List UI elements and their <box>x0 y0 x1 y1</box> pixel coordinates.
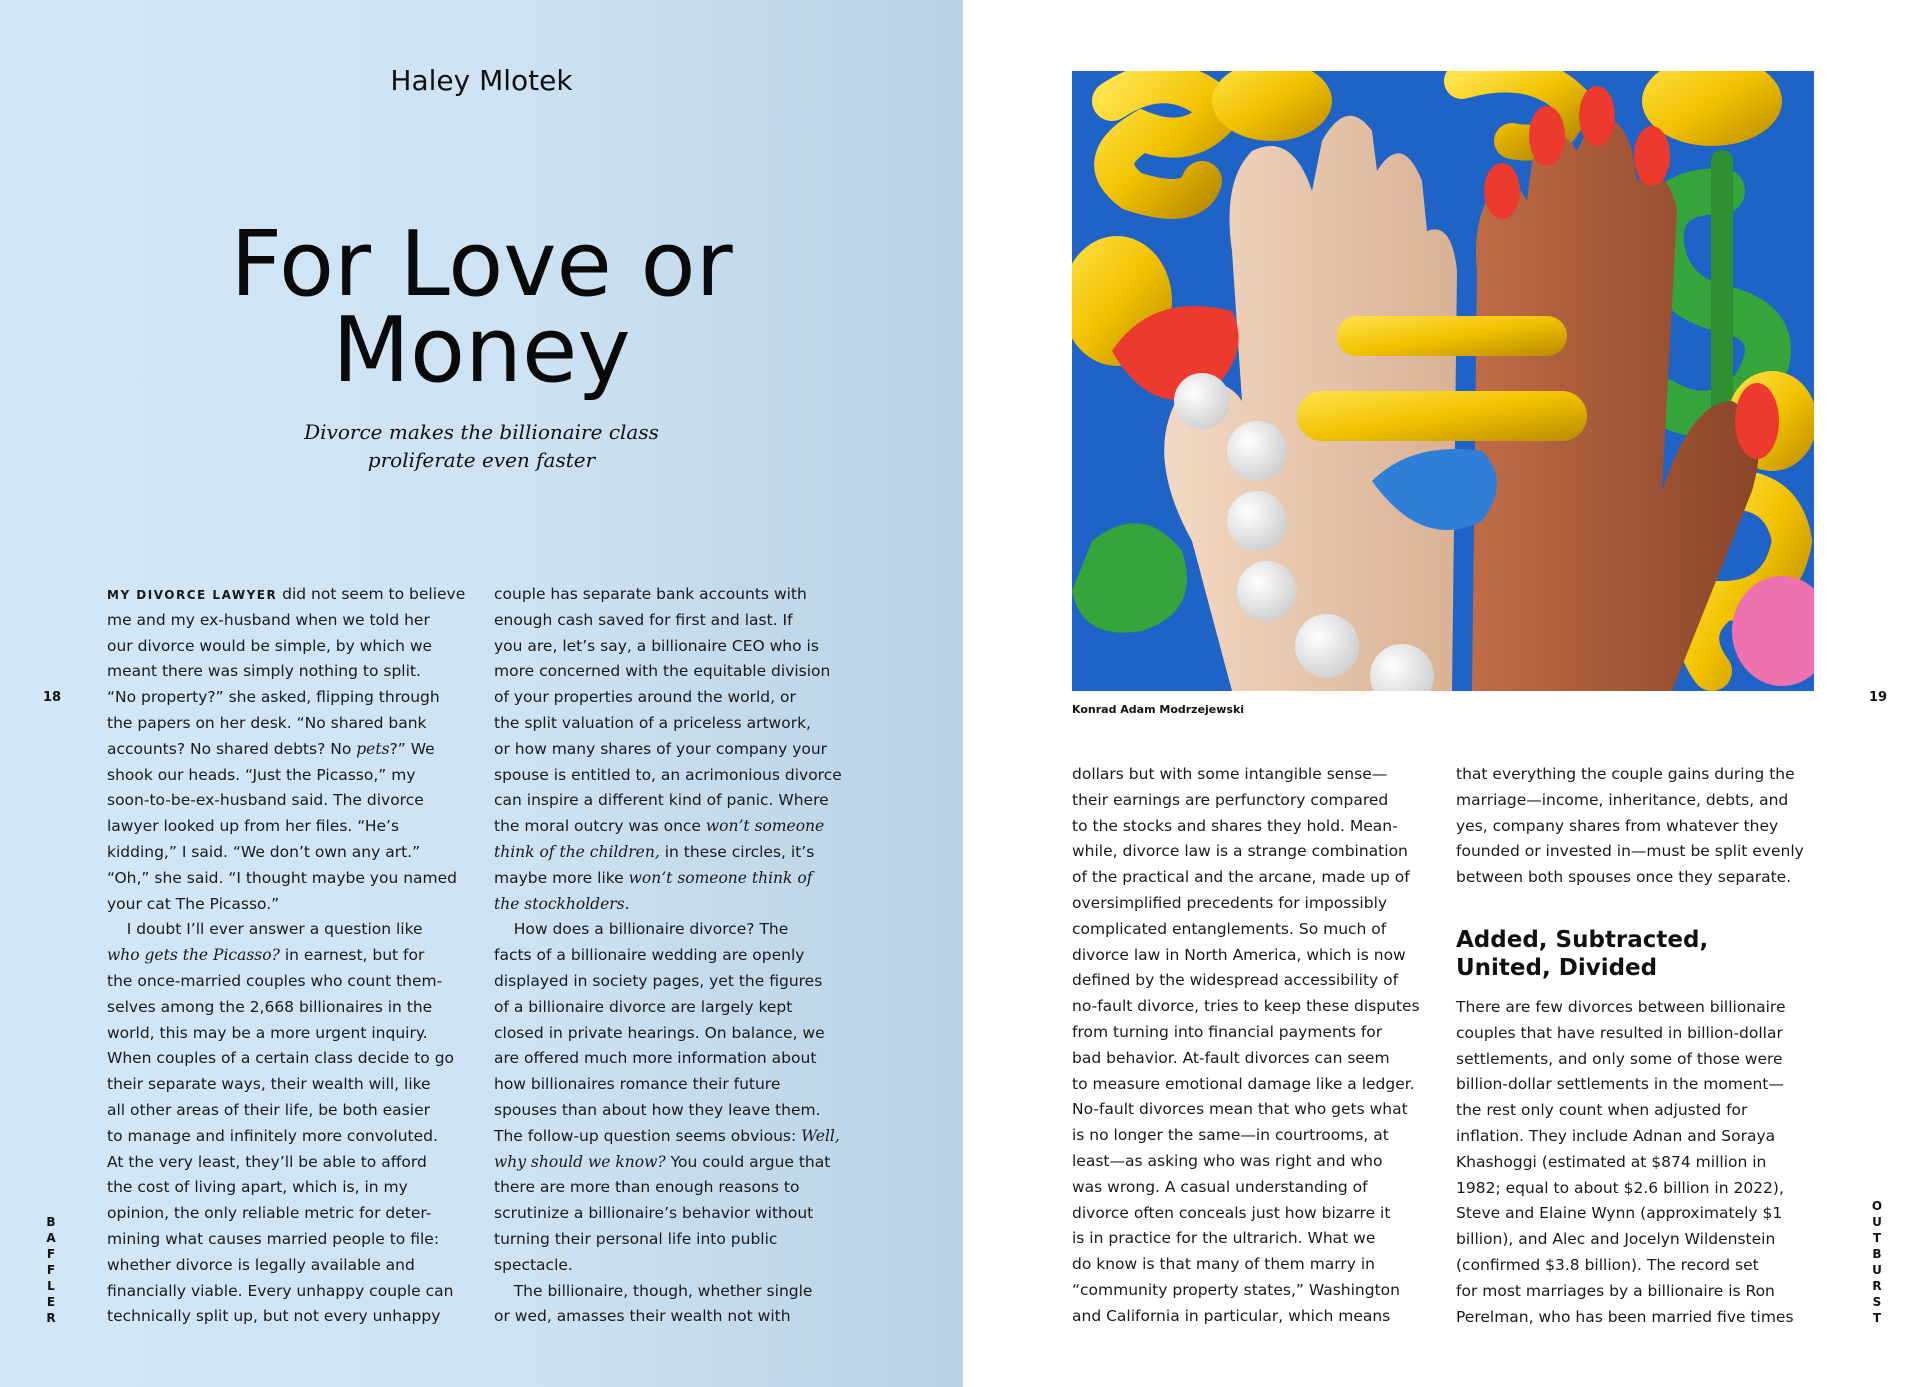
vertical-letter: U <box>1872 1263 1882 1277</box>
italic-run: think of the children, <box>494 842 660 861</box>
body-line: from turning into financial payments for <box>1072 1022 1383 1041</box>
body-line: opinion, the only reliable metric for deter- <box>107 1204 432 1223</box>
author-byline: Haley Mlotek <box>390 64 573 97</box>
vertical-letter: T <box>1872 1311 1882 1325</box>
body-line: At the very least, they’ll be able to afford <box>107 1152 427 1171</box>
subhead-line-2: United, Divided <box>1456 955 1658 981</box>
body-column-4-top <box>1456 762 1804 891</box>
body-line: the once-married couples who count them- <box>107 971 443 990</box>
body-line: or how many shares of your company your <box>494 739 828 758</box>
body-line: their earnings are perfunctory compared <box>1072 790 1389 809</box>
italic-run: won’t someone think of <box>628 868 813 887</box>
vertical-letter: R <box>46 1311 56 1325</box>
text-run: ?” We <box>389 739 435 758</box>
body-line: billion-dollar settlements in the moment— <box>1456 1075 1784 1094</box>
body-line: couple has separate bank accounts with <box>494 585 807 603</box>
body-line: the papers on her desk. “No shared bank <box>107 713 427 732</box>
body-line: spouse is entitled to, an acrimonious divorce <box>494 765 842 784</box>
body-line: was wrong. A casual understanding of <box>1072 1177 1368 1196</box>
body-line: mining what causes married people to file: <box>107 1229 440 1248</box>
vertical-label-right <box>1869 1198 1885 1326</box>
italic-run: who gets the Picasso? <box>107 946 280 965</box>
body-line: no-fault divorce, tries to keep these disputes <box>1072 997 1420 1016</box>
body-line: technically split up, but not every unhappy <box>107 1307 441 1326</box>
body-line: yes, company shares from whatever they <box>1456 816 1779 835</box>
illustration <box>1072 71 1814 691</box>
body-line: spectacle. <box>494 1255 573 1274</box>
body-line: or wed, amasses their wealth not with <box>494 1307 791 1326</box>
body-line: all other areas of their life, be both easier <box>107 1100 430 1119</box>
vertical-letter: E <box>46 1295 56 1309</box>
body-line: founded or invested in—must be split evenly <box>1456 842 1804 861</box>
vertical-letter: F <box>46 1263 56 1277</box>
vertical-letter: B <box>1872 1247 1882 1261</box>
opening-kicker: MY DIVORCE LAWYER <box>107 588 278 602</box>
body-line: oversimplified precedents for impossibly <box>1072 893 1388 912</box>
body-line: bad behavior. At-fault divorces can seem <box>1072 1048 1390 1067</box>
body-line: closed in private hearings. On balance, we <box>494 1023 825 1042</box>
vertical-label-left <box>43 1214 59 1326</box>
body-line: couples that have resulted in billion-dollar <box>1456 1023 1783 1042</box>
text-run: The follow-up question seems obvious: <box>494 1126 802 1145</box>
text-run: in earnest, but for <box>279 946 425 965</box>
body-line: defined by the widespread accessibility of <box>1072 971 1399 990</box>
body-line <box>494 866 842 892</box>
title-line-2: Money <box>332 298 631 403</box>
body-line: to manage and infinitely more convoluted. <box>107 1126 438 1145</box>
body-line: There are few divorces between billionaire <box>1456 998 1786 1016</box>
body-line: complicated entanglements. So much of <box>1072 919 1387 938</box>
body-line: of a billionaire divorce are largely kept <box>494 997 793 1016</box>
body-line: billion), and Alec and Jocelyn Wildenstein <box>1456 1230 1776 1249</box>
text-run: maybe more like <box>494 868 629 887</box>
subhead-line-1: Added, Subtracted, <box>1456 927 1709 953</box>
body-line: to measure emotional damage like a ledger. <box>1072 1074 1415 1093</box>
body-line: spouses than about how they leave them. <box>494 1100 821 1119</box>
body-line: settlements, and only some of those were <box>1456 1049 1783 1068</box>
body-line: more concerned with the equitable division <box>494 662 831 681</box>
body-line: their separate ways, their wealth will, like <box>107 1075 431 1094</box>
vertical-letter: A <box>46 1231 56 1245</box>
body-line: least—as asking who was right and who <box>1072 1151 1383 1170</box>
body-line: do know is that many of them marry in <box>1072 1255 1375 1274</box>
body-line <box>107 737 465 763</box>
body-column-2 <box>494 582 842 1330</box>
body-column-4-bottom <box>1456 995 1794 1330</box>
vertical-letter: B <box>46 1215 56 1229</box>
body-line: displayed in society pages, yet the figures <box>494 971 823 990</box>
body-line: the rest only count when adjusted for <box>1456 1101 1748 1120</box>
body-line <box>107 943 465 969</box>
italic-run: the stockholders. <box>494 894 630 913</box>
body-line: lawyer looked up from her files. “He’s <box>107 817 400 836</box>
italic-run: pets <box>356 739 390 758</box>
vertical-letter: S <box>1872 1295 1882 1309</box>
body-line: marriage—income, inheritance, debts, and <box>1456 790 1789 809</box>
body-line: The billionaire, though, whether single <box>494 1281 813 1300</box>
body-column-1 <box>107 582 465 1330</box>
body-line: me and my ex-husband when we told her <box>107 610 430 629</box>
body-line: world, this may be a more urgent inquiry. <box>107 1023 428 1042</box>
italic-run: why should we know? <box>494 1152 666 1171</box>
page-number-left: 18 <box>43 690 62 705</box>
body-line: “No property?” she asked, flipping through <box>107 688 440 707</box>
body-line: (confirmed $3.8 billion). The record set <box>1456 1255 1759 1274</box>
body-line: you are, let’s say, a billionaire CEO who is <box>494 636 819 655</box>
vertical-letter: R <box>1872 1279 1882 1293</box>
body-line <box>494 892 842 918</box>
text-run: did not seem to believe <box>277 585 466 603</box>
body-line: there are more than enough reasons to <box>494 1178 800 1197</box>
body-line: soon-to-be-ex-husband said. The divorce <box>107 791 424 810</box>
body-column-3 <box>1072 762 1420 1330</box>
body-line: to the stocks and shares they hold. Mean- <box>1072 816 1398 835</box>
body-line: of the practical and the arcane, made up of <box>1072 868 1410 887</box>
body-line: When couples of a certain class decide to go <box>107 1049 455 1068</box>
hands-and-dollar-signs-illustration <box>1072 71 1814 691</box>
body-line: the cost of living apart, which is, in my <box>107 1178 408 1197</box>
body-line: facts of a billionaire wedding are openly <box>494 946 805 965</box>
body-line: of your properties around the world, or <box>494 688 796 707</box>
body-line: between both spouses once they separate. <box>1456 868 1792 887</box>
body-line: for most marriages by a billionaire is Ron <box>1456 1281 1775 1300</box>
body-line: that everything the couple gains during the <box>1456 765 1795 783</box>
body-line: shook our heads. “Just the Picasso,” my <box>107 765 416 784</box>
article-title <box>0 212 963 403</box>
vertical-letter: O <box>1871 1199 1883 1213</box>
body-line: meant there was simply nothing to split. <box>107 662 421 681</box>
body-line: Steve and Elaine Wynn (approximately $1 <box>1456 1204 1783 1223</box>
body-line: is in practice for the ultrarich. What we <box>1072 1229 1376 1248</box>
body-line: I doubt I’ll ever answer a question like <box>107 920 423 939</box>
body-line: No-fault divorces mean that who gets what <box>1072 1100 1408 1119</box>
body-line: our divorce would be simple, by which we <box>107 636 433 655</box>
vertical-letter: U <box>1872 1215 1882 1229</box>
text-run: You could argue that <box>665 1152 831 1171</box>
body-line: dollars but with some intangible sense— <box>1072 765 1388 783</box>
vertical-letter: F <box>46 1247 56 1261</box>
body-line: turning their personal life into public <box>494 1229 778 1248</box>
body-line: Perelman, who has been married five times <box>1456 1307 1794 1326</box>
body-line: while, divorce law is a strange combination <box>1072 842 1408 861</box>
body-line: enough cash saved for first and last. If <box>494 610 793 629</box>
body-line: your cat The Picasso.” <box>107 894 280 913</box>
body-line: Khashoggi (estimated at $874 million in <box>1456 1152 1767 1171</box>
body-line: how billionaires romance their future <box>494 1075 781 1094</box>
body-line: inflation. They include Adnan and Soraya <box>1456 1126 1776 1145</box>
italic-run: Well, <box>801 1126 840 1145</box>
body-line: divorce law in North America, which is now <box>1072 945 1406 964</box>
body-line: the split valuation of a priceless artwork, <box>494 713 811 732</box>
deck-line-1: Divorce makes the billionaire class <box>304 420 659 444</box>
body-line: 1982; equal to about $2.6 billion in 2022), <box>1456 1178 1784 1197</box>
body-line: is no longer the same—in courtrooms, at <box>1072 1126 1389 1145</box>
text-run: the moral outcry was once <box>494 817 706 836</box>
body-line: financially viable. Every unhappy couple can <box>107 1281 454 1300</box>
vertical-letter: L <box>47 1279 55 1293</box>
body-line: How does a billionaire divorce? The <box>494 920 789 939</box>
text-run: in these circles, it’s <box>659 842 815 861</box>
body-line: divorce often conceals just how bizarre it <box>1072 1203 1391 1222</box>
title-line-1: For Love or <box>230 212 733 317</box>
italic-run: won’t someone <box>705 817 825 836</box>
body-line: “community property states,” Washington <box>1072 1280 1400 1299</box>
body-line: kidding,” I said. “We don’t own any art.” <box>107 842 421 861</box>
body-line: are offered much more information about <box>494 1049 817 1068</box>
body-line: selves among the 2,668 billionaires in the <box>107 997 433 1016</box>
body-line <box>494 1150 842 1176</box>
page-number-right: 19 <box>1869 690 1888 705</box>
article-deck <box>0 418 963 474</box>
body-line <box>494 814 842 840</box>
deck-line-2: proliferate even faster <box>367 448 596 472</box>
body-line: and California in particular, which means <box>1072 1306 1391 1325</box>
text-run: accounts? No shared debts? No <box>107 739 357 758</box>
body-line: “Oh,” she said. “I thought maybe you named <box>107 868 457 887</box>
body-line <box>494 1124 842 1150</box>
illustration-credit: Konrad Adam Modrzejewski <box>1072 703 1245 716</box>
body-line: can inspire a different kind of panic. Where <box>494 791 829 810</box>
vertical-letter: T <box>1872 1231 1882 1245</box>
body-line: whether divorce is legally available and <box>107 1255 415 1274</box>
body-line <box>494 840 842 866</box>
body-line: scrutinize a billionaire’s behavior without <box>494 1204 814 1223</box>
section-subhead <box>1456 926 1708 982</box>
body-line <box>107 582 465 608</box>
